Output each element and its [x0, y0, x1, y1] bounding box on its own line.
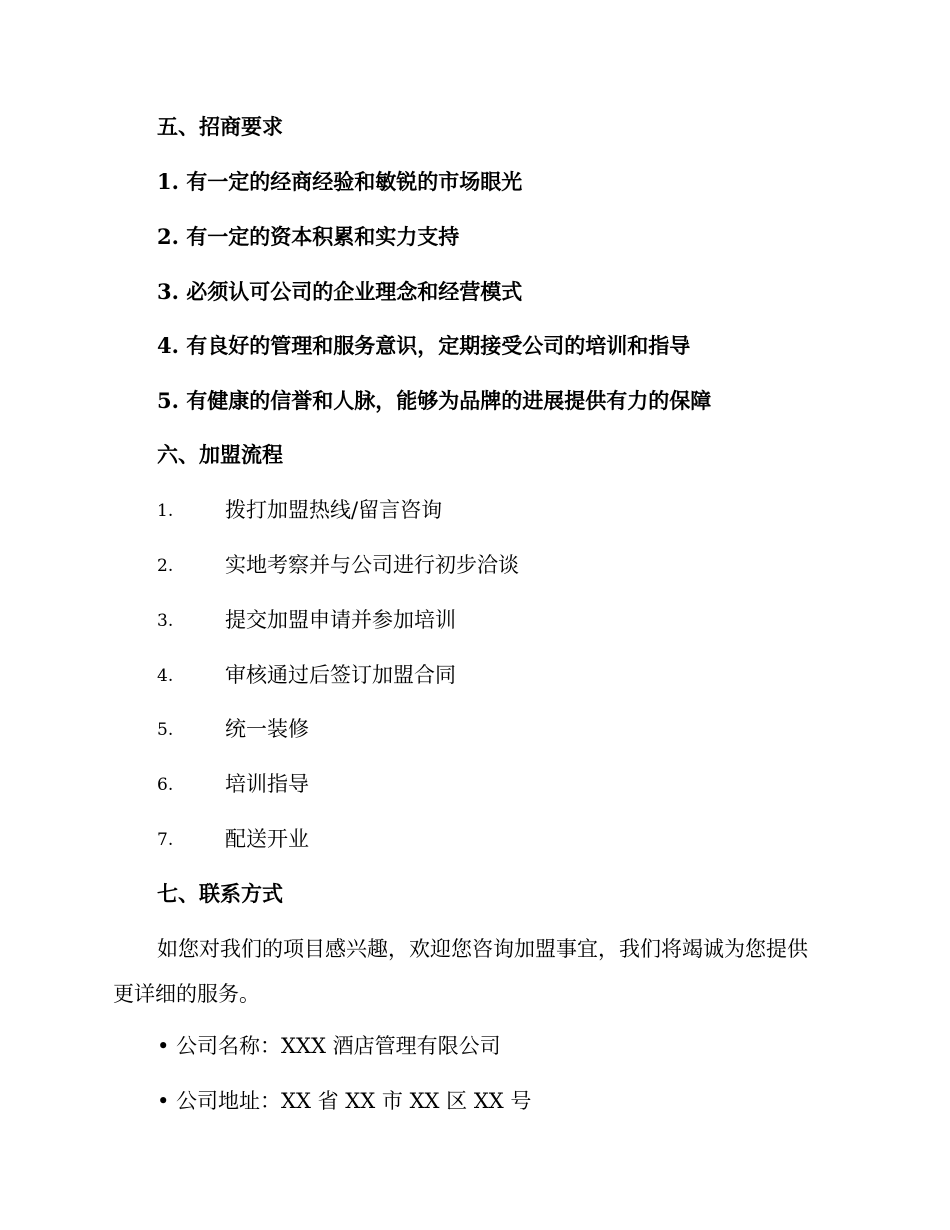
requirement-item: 4. 有良好的管理和服务意识，定期接受公司的培训和指导: [157, 333, 691, 358]
step-text: 拨打加盟热线/留言咨询: [225, 498, 443, 522]
step-number: 6.: [157, 775, 174, 795]
requirement-item: 2. 有一定的资本积累和实力支持: [157, 224, 460, 249]
step-number: 1.: [157, 501, 174, 521]
section7-heading: 七、联系方式: [157, 881, 283, 906]
contact-company-address: • 公司地址：XX 省 XX 市 XX 区 XX 号: [157, 1089, 532, 1113]
section5-heading: 五、招商要求: [157, 114, 283, 139]
step-text: 审核通过后签订加盟合同: [225, 663, 456, 687]
step-number: 3.: [157, 611, 174, 631]
step-text: 配送开业: [225, 827, 309, 851]
step-number: 2.: [157, 556, 174, 576]
contact-company-name: • 公司名称：XXX 酒店管理有限公司: [157, 1034, 501, 1058]
step-number: 5.: [157, 720, 174, 740]
requirement-item: 5. 有健康的信誉和人脉，能够为品牌的进展提供有力的保障: [157, 388, 712, 413]
requirement-item: 1. 有一定的经商经验和敏锐的市场眼光: [157, 169, 523, 194]
step-number: 4.: [157, 666, 174, 686]
requirement-item: 3. 必须认可公司的企业理念和经营模式: [157, 279, 523, 304]
step-text: 统一装修: [225, 717, 309, 741]
section6-heading: 六、加盟流程: [157, 442, 283, 467]
step-text: 培训指导: [225, 772, 309, 796]
step-text: 提交加盟申请并参加培训: [225, 608, 456, 632]
contact-intro: 如您对我们的项目感兴趣，欢迎您咨询加盟事宜，我们将竭诚为您提供: [157, 937, 808, 961]
step-number: 7.: [157, 830, 174, 850]
step-text: 实地考察并与公司进行初步洽谈: [225, 553, 519, 577]
contact-intro-continued: 更详细的服务。: [113, 982, 260, 1006]
